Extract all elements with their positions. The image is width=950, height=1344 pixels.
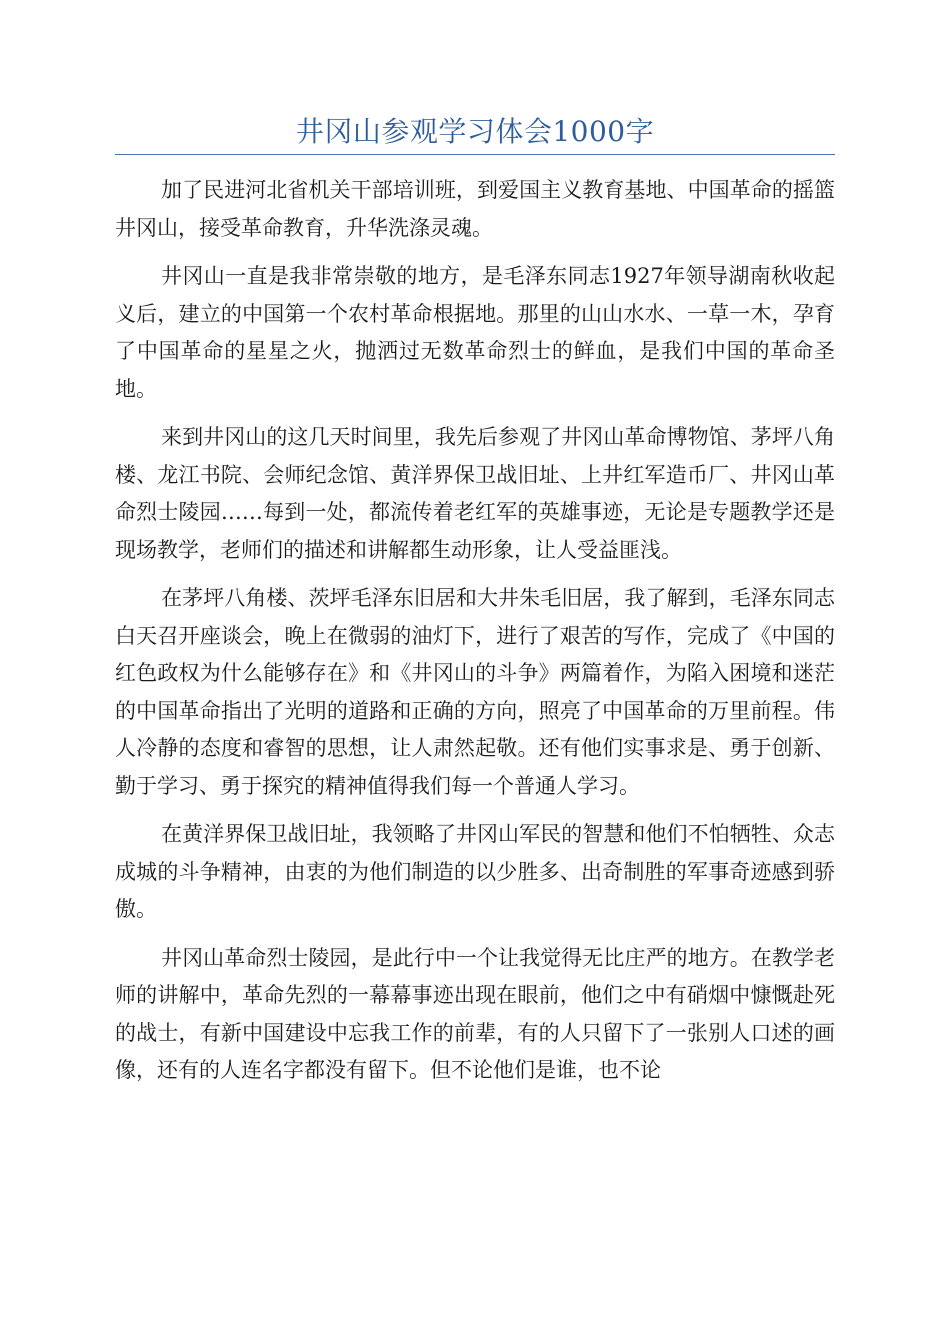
paragraph: 在茅坪八角楼、茨坪毛泽东旧居和大井朱毛旧居，我了解到，毛泽东同志白天召开座谈会，晚上在微弱的油灯下，进行了艰苦的写作，完成了《中国的红色政权为什么能够存在》和《井冈山的斗争》两篇着作，为陷入困境和迷茫的中国革命指出了光明的道路和正确的方向，照亮了中国革命的万里前程。伟人冷静的态度和睿智的思想，让人肃然起敬。还有他们实事求是、勇于创新、勤于学习、勇于探究的精神值得我们每一个普通人学习。	[115, 586, 835, 798]
paragraph: 加了民进河北省机关干部培训班，到爱国主义教育基地、中国革命的摇篮井冈山，接受革命教育，升华洗涤灵魂。	[115, 178, 835, 240]
paragraph: 井冈山革命烈士陵园，是此行中一个让我觉得无比庄严的地方。在教学老师的讲解中，革命先烈的一幕幕事迹出现在眼前，他们之中有硝烟中慷慨赴死的战士，有新中国建设中忘我工作的前辈，有的人只留下了一张别人口述的画像，还有的人连名字都没有留下。但不论他们是谁，也不论	[115, 945, 835, 1082]
paragraph: 在黄洋界保卫战旧址，我领略了井冈山军民的智慧和他们不怕牺牲、众志成城的斗争精神，由衷的为他们制造的以少胜多、出奇制胜的军事奇迹感到骄傲。	[115, 822, 835, 921]
document-title: 井冈山参观学习体会1000字	[295, 115, 655, 148]
title-underline-divider	[115, 154, 835, 155]
paragraph: 来到井冈山的这几天时间里，我先后参观了井冈山革命博物馆、茅坪八角楼、龙江书院、会师纪念馆、黄洋界保卫战旧址、上井红军造币厂、井冈山革命烈士陵园……每到一处，都流传着老红军的英雄事迹，无论是专题教学还是现场教学，老师们的描述和讲解都生动形象，让人受益匪浅。	[115, 425, 835, 562]
document-body	[115, 172, 835, 1101]
paragraph: 井冈山一直是我非常崇敬的地方，是毛泽东同志1927年领导湖南秋收起义后，建立的中国第一个农村革命根据地。那里的山山水水、一草一木，孕育了中国革命的星星之火，抛洒过无数革命烈士的鲜血，是我们中国的革命圣地。	[115, 264, 835, 401]
